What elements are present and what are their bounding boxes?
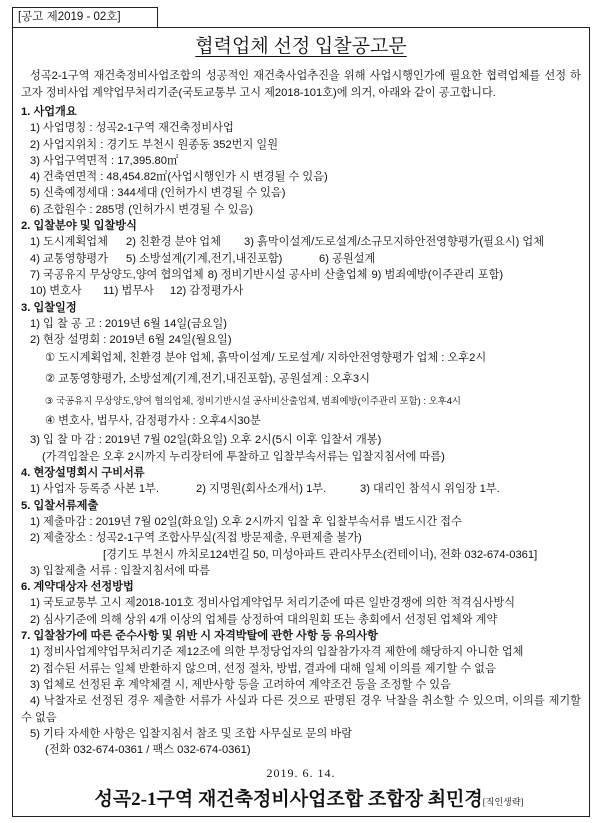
list-item: 1) 제출마감 : 2019년 7월 02일(화요일) 오후 2시까지 입찰 후 입찰부속서류 별도시간 접수	[30, 515, 462, 528]
notice-body	[21, 104, 581, 758]
bid-field: 6) 공원설계	[319, 252, 376, 265]
contact-info: (전화 032-674-0361 / 팩스 032-674-0361)	[45, 744, 251, 757]
section-heading-bid-fields: 2. 입찰분야 및 입찰방식	[21, 220, 137, 233]
list-item: 3) 입찰제출 서류 : 입찰지침서에 따름	[30, 564, 210, 577]
list-item: 4) 낙찰자로 선정된 경우 제출한 서류가 사실과 다른 것으로 판명된 경우 낙찰을 취소할 수 있으며, 이의를 제기할 수 없음	[21, 695, 581, 724]
list-item: 3) 업체로 선정된 후 계약체결 시, 제반사항 등을 고려하여 계약조건 등을 조정할 수 있음	[30, 678, 451, 691]
notice-document	[12, 27, 590, 817]
list-item: 5) 신축예정세대 : 344세대 (인허가시 변경될 수 있음)	[30, 187, 286, 200]
list-item: 6) 조합원수 : 285명 (인허가시 변경될 수 있음)	[30, 203, 254, 216]
list-item: 2) 지명원(회사소개서) 1부.	[196, 483, 327, 496]
section-heading-precautions: 7. 입찰참가에 따른 준수사항 및 위반 시 자격박탈에 관한 사항 등 유의사항	[21, 630, 378, 643]
document-title-text: 협력업체 선정 입찰공고문	[195, 36, 407, 57]
list-item: 3) 입 찰 마 감 : 2019년 7월 02일(화요일) 오후 2시(5시 이후 입찰서 개봉)	[30, 434, 382, 447]
bid-field: 9) 범죄예방(이주관리 포함)	[371, 268, 504, 281]
section-heading-overview: 1. 사업개요	[21, 106, 77, 118]
bid-field: 4) 교통영향평가	[30, 252, 108, 265]
bid-field-row	[21, 283, 581, 299]
price-bid-note: (가격입찰은 오후 2시까지 누리장터에 투찰하고 입찰부속서류는 입찰지침서에 따름)	[42, 450, 445, 463]
briefing-session-item: ② 교통영향평가, 소방설계(기계,전기,내진포함), 공원설계 : 오후3시	[45, 373, 370, 386]
list-item: 2) 심사기준에 의해 상위 4개 이상의 업체를 상정하여 대의원회 또는 총회에서 선정된 업체와 계약	[30, 613, 498, 626]
list-item: 1) 정비사업계약업무처리기준 제12조에 의한 부정당업자의 입찰참가자격 제한에 해당하지 아니한 업체	[30, 646, 524, 659]
section-heading-submission: 5. 입찰서류제출	[21, 499, 99, 512]
list-item: 3) 사업구역면적 : 17,395.80㎡	[30, 154, 179, 167]
section-heading-schedule: 3. 입찰일정	[21, 301, 77, 314]
briefing-session-item: ③ 국공유지 무상양도,양여 협의업체, 정비기반시설 공사비산출업체, 범죄예방(이주관리 포함) : 오후4시	[45, 395, 461, 407]
briefing-session-item: ① 도시계획업체, 친환경 분야 업체, 흙막이설계/ 도로설계/ 지하안전영향평가 업체 : 오후2시	[45, 352, 487, 365]
seal-omitted-note: [직인생략]	[482, 797, 524, 808]
list-item: 1) 사업자 등록증 사본 1부.	[30, 483, 159, 496]
list-item: 5) 기타 자세한 사항은 입찰지침서 참조 및 조합 사무실로 문의 바람	[30, 727, 353, 740]
bid-field: 10) 변호사	[30, 285, 82, 298]
list-item: 1) 입 찰 공 고 : 2019년 6월 14일(금요일)	[30, 317, 227, 330]
signature-line	[21, 787, 581, 815]
list-item: 1) 사업명칭 : 성곡2-1구역 재건축정비사업	[30, 122, 234, 135]
section-heading-required-documents: 4. 현장설명회시 구비서류	[21, 467, 145, 480]
list-item: 4) 건축연면적 : 48,454.82㎡(사업시행인가 시 변경될 수 있음)	[30, 171, 328, 184]
bid-field: 2) 친환경 분야 업체	[126, 236, 221, 249]
bid-field: 11) 법무사	[103, 285, 154, 298]
bid-field: 1) 도시계획업체	[30, 236, 108, 249]
list-item: 2) 제출장소 : 성곡2-1구역 조합사무실(직접 방문제출, 우편제출 불가)	[30, 532, 362, 545]
document-title	[21, 34, 581, 60]
list-item: 3) 대리인 참석시 위임장 1부.	[360, 483, 500, 496]
bid-field: 12) 감정평가사	[170, 285, 244, 298]
briefing-session-item: ④ 변호사, 법무사, 감정평가사 : 오후4시30분	[45, 415, 261, 428]
bid-field: 5) 소방설계(기계,전기,내진포함)	[126, 252, 283, 265]
bid-field: 3) 흙막이설계/도로설계/소규모지하안전영향평가(필요시) 업체	[244, 236, 545, 249]
notice-date: 2019. 6. 14.	[266, 766, 336, 781]
intro-paragraph: 성곡2-1구역 재건축정비사업조합의 성공적인 재건축사업추진을 위해 사업시행인가에 필요한 협력업체를 선정 하고자 정비사업 계약업무처리기준(국토교통부 고시 제2018-101호)에 의거, 아래와 같이 공고합니다.	[21, 70, 581, 99]
bid-field: 7) 국공유지 무상양도,양여 협의업체	[30, 268, 204, 281]
bid-field-row	[21, 251, 581, 267]
list-item: 2) 사업지위치 : 경기도 부천시 원종동 352번지 일원	[30, 138, 279, 151]
bid-field: 8) 정비기반시설 공사비 산출업체	[207, 268, 368, 281]
required-documents-row	[21, 481, 581, 497]
list-item: 1) 국토교통부 고시 제2018-101호 정비사업계약업무 처리기준에 따른 일반경쟁에 의한 적격심사방식	[30, 597, 516, 610]
bid-field-row	[21, 234, 581, 250]
list-item: 2) 접수된 서류는 일체 반환하지 않으며, 선정 절차, 방법, 결과에 대해 일체 이의를 제기할 수 없음	[30, 662, 496, 675]
office-address: [경기도 부천시 까치로124번길 50, 미성아파트 관리사무소(컨테이너), 전화 032-674-0361]	[103, 548, 538, 561]
signatory-name: 성곡2-1구역 재건축정비사업조합 조합장 최민경	[94, 789, 483, 811]
section-heading-selection-method: 6. 계약대상자 선정방법	[21, 581, 134, 594]
notice-number: [공고 제2019 - 02호]	[12, 7, 158, 28]
list-item: 2) 현장 설명회 : 2019년 6월 24일(월요일)	[30, 334, 232, 347]
bid-field-row	[21, 267, 581, 283]
